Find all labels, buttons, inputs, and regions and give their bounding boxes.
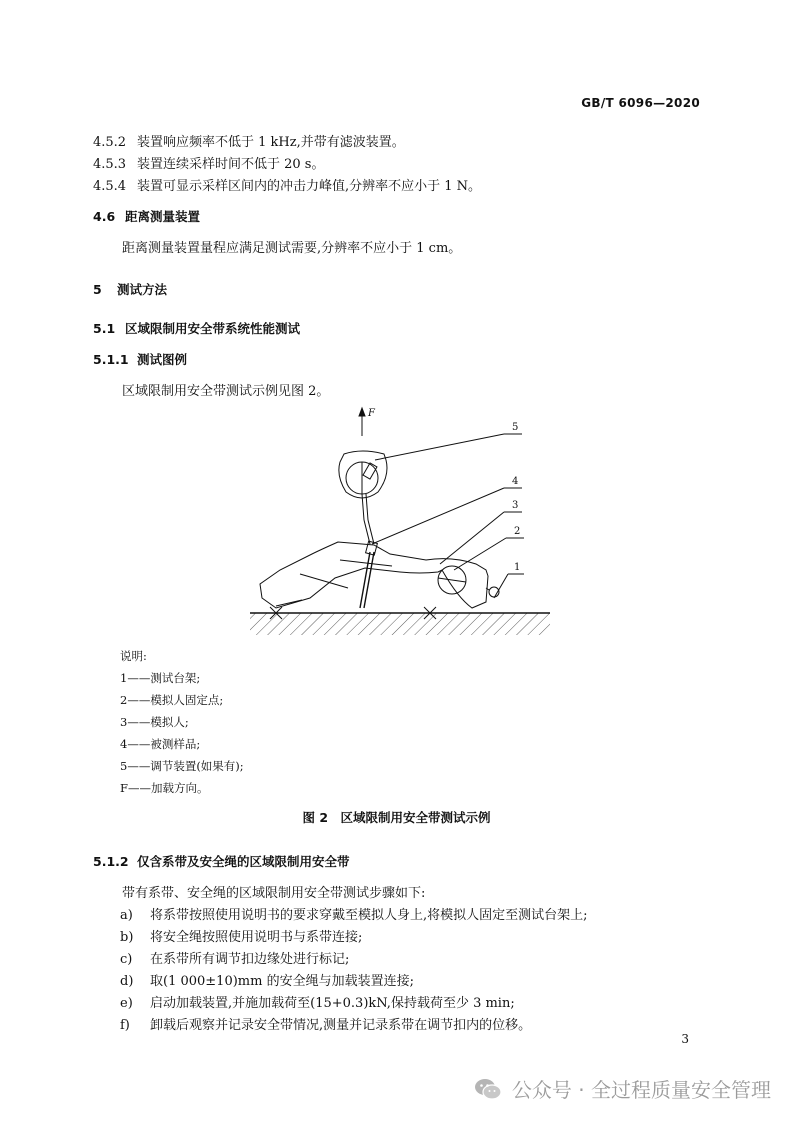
heading-number: 5.1.1 [93, 352, 129, 367]
paragraph-5-1-1: 区域限制用安全带测试示例见图 2。 [122, 384, 330, 399]
legend-item: 3——模拟人; [120, 715, 189, 729]
ground-hatch [250, 613, 550, 635]
callout-3: 3 [512, 500, 519, 511]
callout-1: 1 [514, 562, 521, 573]
list-label: a) [120, 908, 133, 923]
legend-title: 说明: [120, 649, 147, 663]
standard-number: GB/T 6096—2020 [581, 96, 700, 110]
clause-text: 装置连续采样时间不低于 20 s。 [137, 157, 325, 172]
callout-4: 4 [512, 476, 519, 487]
legend-item: 2——模拟人固定点; [120, 693, 224, 707]
list-item [120, 992, 515, 1011]
heading-title: 测试图例 [137, 352, 188, 367]
clause-4-5-3 [93, 153, 324, 172]
legend-item: F——加载方向。 [120, 781, 209, 795]
list-item [120, 970, 414, 989]
clause-number: 4.5.3 [93, 157, 127, 172]
list-label: c) [120, 952, 133, 967]
clause-4-5-2 [93, 131, 405, 150]
heading-5-1-1 [93, 350, 187, 368]
watermark-text: 公众号 · 全过程质量安全管理 [511, 1078, 771, 1102]
test-example-figure [240, 402, 560, 642]
list-item [120, 1014, 531, 1033]
clause-4-5-4 [93, 175, 481, 194]
list-text: 将安全绳按照使用说明书与系带连接; [150, 930, 363, 945]
heading-5 [93, 280, 167, 298]
list-text: 将系带按照使用说明书的要求穿戴至模拟人身上,将模拟人固定至测试台架上; [150, 908, 588, 923]
heading-number: 5 [93, 282, 102, 297]
figure-caption: 图 2 区域限制用安全带测试示例 [302, 810, 491, 825]
list-item [120, 904, 588, 923]
heading-number: 4.6 [93, 209, 116, 224]
heading-title: 测试方法 [117, 282, 168, 297]
legend-item: 4——被测样品; [120, 737, 201, 751]
callout-2: 2 [514, 526, 521, 537]
list-text: 卸载后观察并记录安全带情况,测量并记录系带在调节扣内的位移。 [150, 1018, 532, 1033]
heading-title: 仅含系带及安全绳的区域限制用安全带 [137, 854, 350, 869]
list-item [120, 926, 362, 945]
heading-number: 5.1 [93, 321, 116, 336]
heading-5-1 [93, 319, 300, 337]
heading-5-1-2 [93, 852, 350, 870]
paragraph-5-1-2: 带有系带、安全绳的区域限制用安全带测试步骤如下: [122, 886, 426, 901]
list-label: f) [120, 1018, 130, 1033]
list-label: e) [120, 996, 133, 1011]
dummy-body [260, 542, 488, 608]
list-item [120, 948, 349, 967]
legend-item: 1——测试台架; [120, 671, 201, 685]
heading-title: 区域限制用安全带系统性能测试 [125, 321, 301, 336]
heading-4-6 [93, 207, 200, 225]
force-arrow-head [359, 408, 365, 416]
paragraph-4-6: 距离测量装置量程应满足测试需要,分辨率不应小于 1 cm。 [122, 241, 462, 256]
heading-number: 5.1.2 [93, 854, 129, 869]
list-text: 在系带所有调节扣边缘处进行标记; [150, 952, 350, 967]
connector [366, 541, 378, 555]
clause-text: 装置响应频率不低于 1 kHz,并带有滤波装置。 [137, 135, 405, 150]
clause-text: 装置可显示采样区间内的冲击力峰值,分辨率不应小于 1 N。 [137, 179, 482, 194]
heading-title: 距离测量装置 [125, 209, 201, 224]
adjuster-slot [363, 463, 377, 479]
force-label: F [368, 408, 375, 419]
wechat-icon [474, 1077, 502, 1101]
callout-5: 5 [512, 422, 519, 433]
page-number: 3 [681, 1032, 689, 1046]
list-text: 启动加载装置,并施加载荷至(15+0.3)kN,保持载荷至少 3 min; [150, 996, 515, 1011]
list-label: b) [120, 930, 134, 945]
legend-item: 5——调节装置(如果有); [120, 759, 244, 773]
clause-number: 4.5.2 [93, 135, 127, 150]
list-text: 取(1 000±10)mm 的安全绳与加载装置连接; [150, 974, 414, 989]
list-label: d) [120, 974, 134, 989]
clause-number: 4.5.4 [93, 179, 127, 194]
watermark [474, 1074, 771, 1103]
